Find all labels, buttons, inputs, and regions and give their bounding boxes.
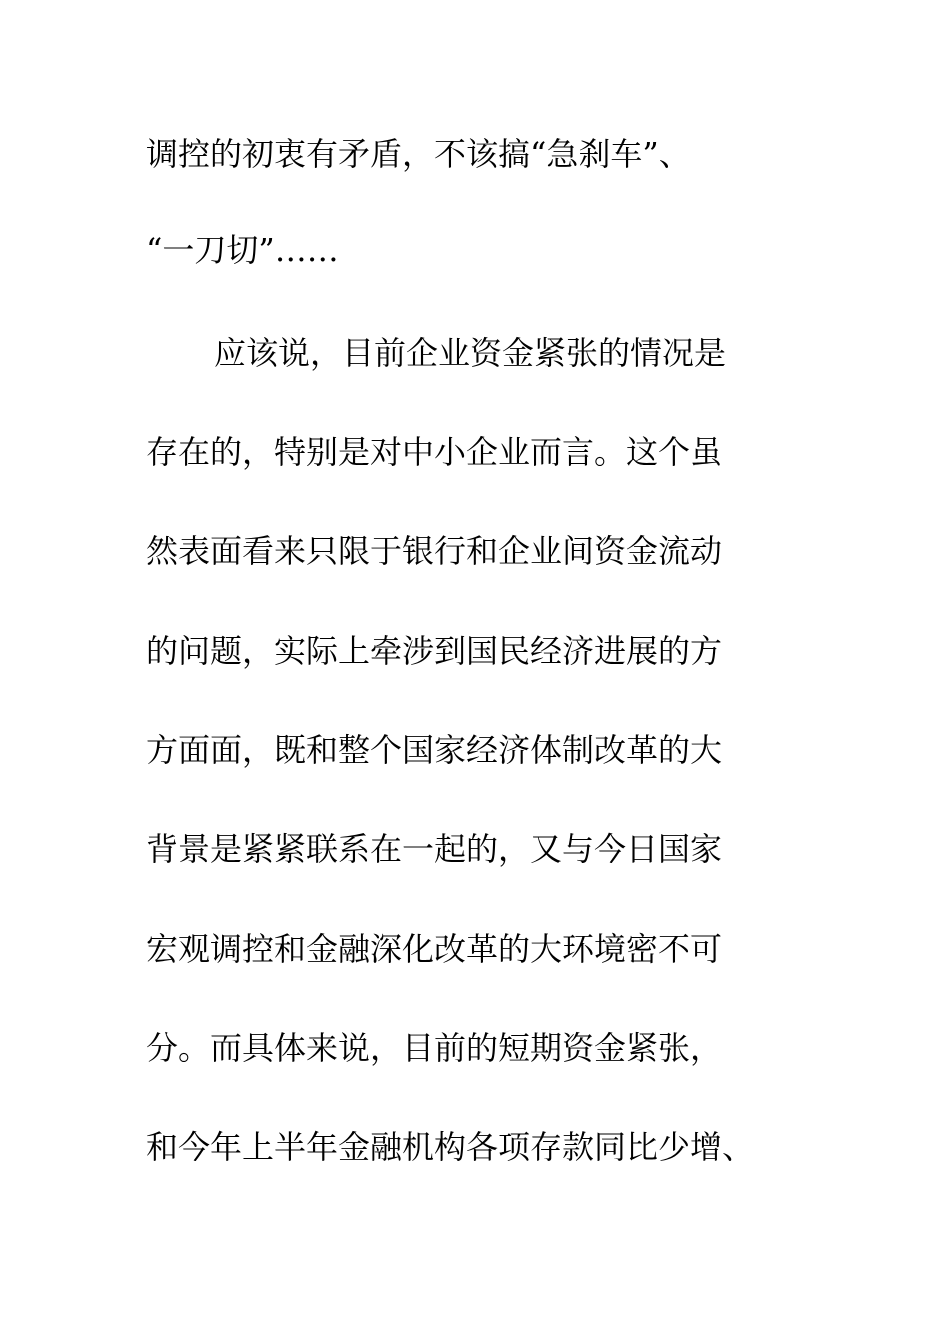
text-line: 背景是紧紧联系在一起的，又与今日国家 — [146, 830, 723, 868]
text-line: 存在的，特别是对中小企业而言。这个虽 — [146, 433, 723, 471]
paragraph-start-line: 应该说，目前企业资金紧张的情况是 — [214, 334, 727, 372]
text-line: 然表面看来只限于银行和企业间资金流动 — [146, 532, 723, 570]
text-line: 方面面，既和整个国家经济体制改革的大 — [146, 731, 723, 769]
text-line: 调控的初衷有矛盾，不该搞“急刹车”、 — [146, 135, 691, 173]
text-line: 的问题，实际上牵涉到国民经济进展的方 — [146, 632, 723, 670]
text-line: “一刀切”…… — [146, 231, 339, 269]
text-line: 分。而具体来说，目前的短期资金紧张， — [146, 1029, 723, 1067]
text-line: 宏观调控和金融深化改革的大环境密不可 — [146, 930, 723, 968]
text-line: 和今年上半年金融机构各项存款同比少增、 — [146, 1128, 755, 1166]
